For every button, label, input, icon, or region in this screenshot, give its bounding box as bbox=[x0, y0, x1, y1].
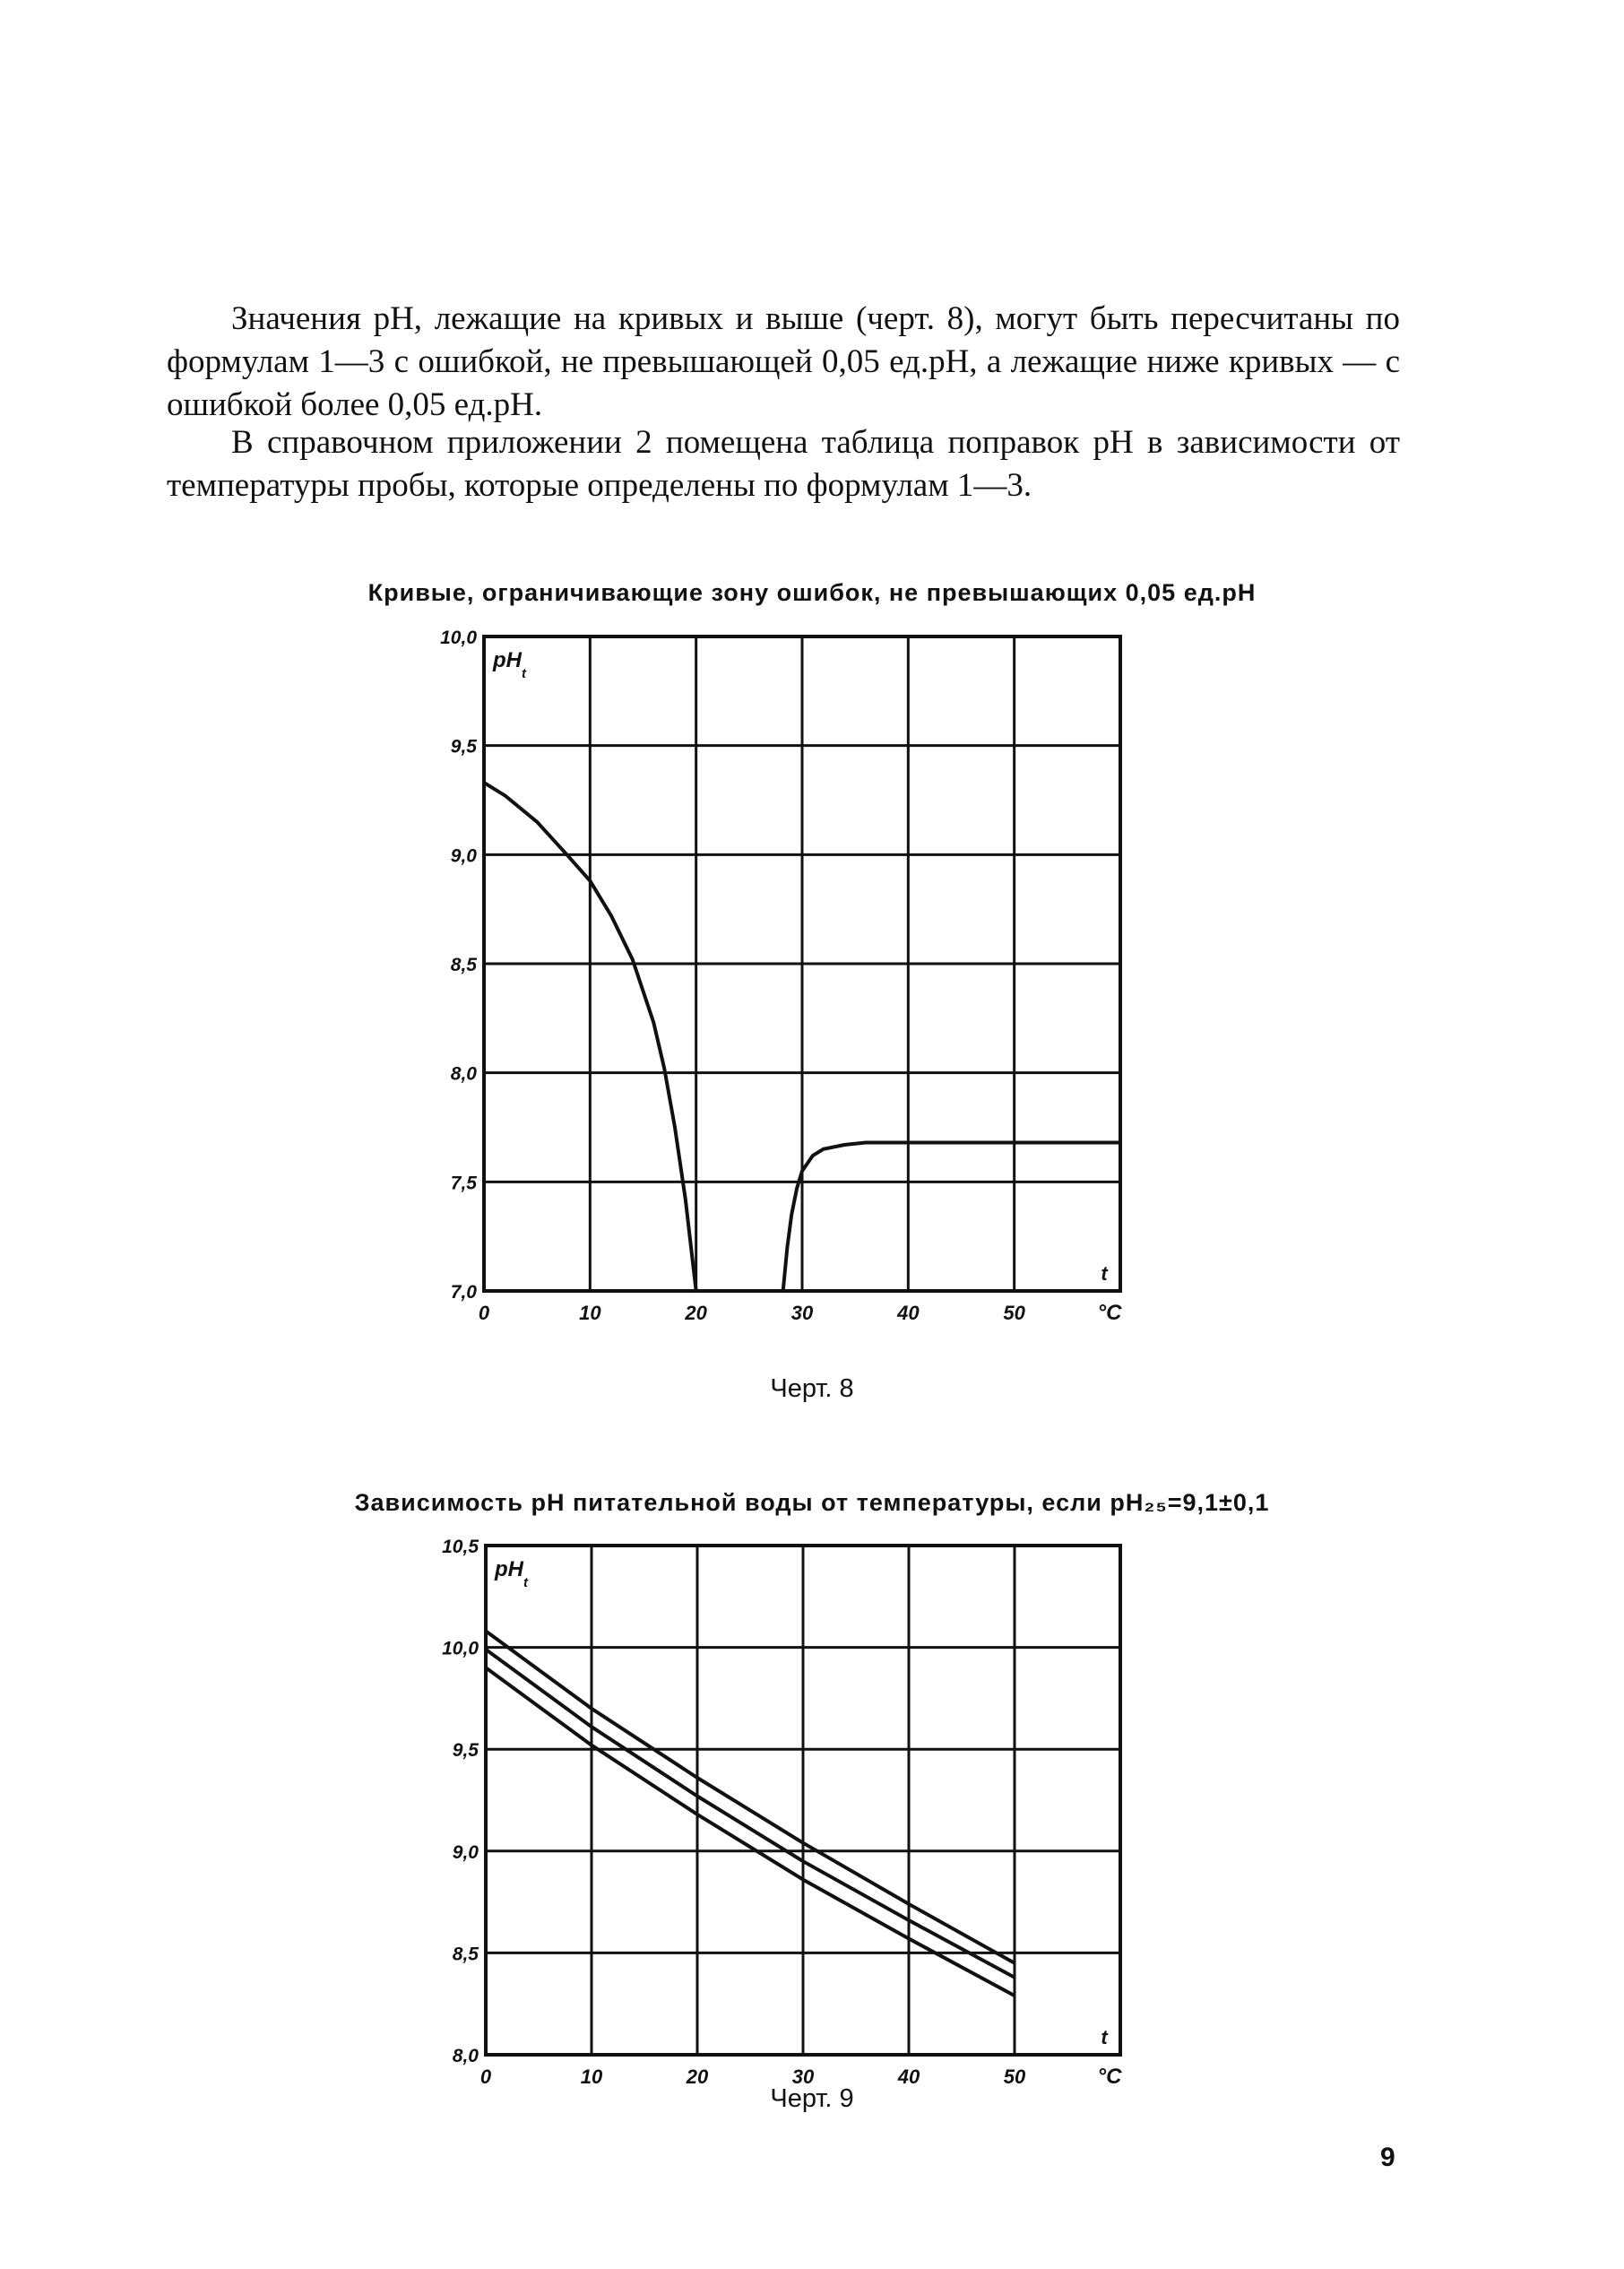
figure-9-label: Черт. 9 bbox=[770, 2084, 854, 2113]
x-tick-label: 40 bbox=[897, 1302, 920, 1324]
y-axis-subscript: t bbox=[523, 1575, 528, 1590]
x-tick-label: 20 bbox=[686, 2065, 709, 2088]
x-tick-label: 30 bbox=[790, 1302, 814, 1324]
x-tick-label: 20 bbox=[685, 1302, 707, 1324]
series-line bbox=[486, 1631, 1015, 1962]
x-axis-label: t bbox=[1101, 2026, 1108, 2048]
x-tick-label: 50 bbox=[1003, 1302, 1025, 1324]
figure-8-chart bbox=[421, 628, 1138, 1327]
y-tick-label: 9,0 bbox=[452, 1841, 479, 1863]
y-tick-label: 7,5 bbox=[450, 1173, 477, 1194]
x-tick-label: 50 bbox=[1003, 2065, 1026, 2088]
y-tick-label: 8,5 bbox=[450, 955, 477, 975]
figure-9-title: Зависимость pH питательной воды от температуры, если pH₂₅=9,1±0,1 bbox=[354, 1489, 1270, 1516]
y-tick-label: 9,5 bbox=[450, 736, 477, 758]
y-axis-label: pH bbox=[495, 1557, 523, 1581]
paragraph-2: В справочном приложении 2 помещена таблица поправок pH в зависимости от температуры пробы, которые определены по формулам 1—3. bbox=[167, 424, 1400, 504]
y-tick-label: 8,0 bbox=[452, 2046, 479, 2066]
x-tick-label: 0 bbox=[478, 1302, 490, 1324]
y-tick-label: 9,0 bbox=[450, 845, 477, 867]
y-tick-label: 8,0 bbox=[450, 1063, 477, 1085]
x-unit-label: °C bbox=[1097, 1301, 1122, 1325]
y-tick-label: 10,0 bbox=[442, 1638, 479, 1659]
y-axis-subscript: t bbox=[522, 666, 526, 681]
x-tick-label: 0 bbox=[479, 2065, 492, 2088]
y-axis-label: pH bbox=[493, 648, 522, 672]
x-tick-label: 40 bbox=[897, 2065, 920, 2088]
figure-9-chart bbox=[421, 1535, 1138, 2091]
x-tick-label: 10 bbox=[579, 1302, 601, 1324]
series-line bbox=[486, 1667, 1015, 1996]
paragraph-1: Значения pH, лежащие на кривых и выше (черт. 8), могут быть пересчитаны по формулам 1—3 с ошибкой, не превышающей 0,05 ед.pH, а лежащие ниже кривых — с ошибкой более 0,05 ед.pH. bbox=[167, 300, 1400, 423]
y-tick-label: 10,5 bbox=[442, 1537, 479, 1557]
y-tick-label: 7,0 bbox=[450, 1282, 477, 1303]
y-tick-label: 9,5 bbox=[452, 1740, 479, 1762]
y-tick-label: 8,5 bbox=[452, 1944, 479, 1965]
page-number: 9 bbox=[1380, 2143, 1395, 2172]
series-line bbox=[486, 1650, 1015, 1978]
x-tick-label: 30 bbox=[791, 2065, 815, 2088]
series-line bbox=[783, 1143, 1120, 1292]
figure-8-title: Кривые, ограничивающие зону ошибок, не превышающих 0,05 ед.pH bbox=[367, 579, 1257, 606]
y-tick-label: 10,0 bbox=[440, 628, 477, 648]
x-axis-label: t bbox=[1101, 1262, 1108, 1285]
x-unit-label: °C bbox=[1097, 2065, 1122, 2089]
figure-8-label: Черт. 8 bbox=[770, 1374, 854, 1403]
x-tick-label: 10 bbox=[580, 2065, 603, 2088]
